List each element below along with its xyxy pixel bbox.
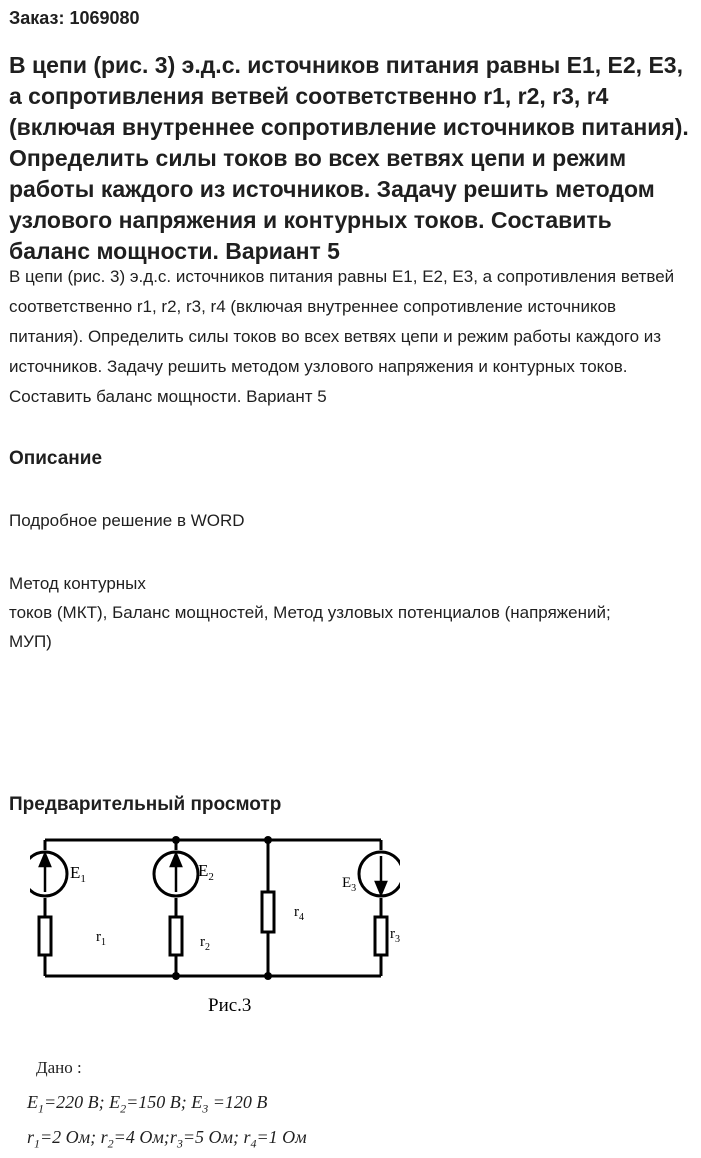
label-r1: $r_1$ <box>96 929 106 948</box>
label-r4: $r_4$ <box>294 904 304 923</box>
node-bottom-1 <box>172 972 180 980</box>
source-e1 <box>30 852 67 896</box>
description-methods <box>9 569 629 656</box>
preview-heading: Предварительный просмотр <box>9 794 282 815</box>
resistor-r2 <box>170 917 182 955</box>
description-heading: Описание <box>9 448 103 469</box>
description-line: Подробное решение в WORD <box>9 511 245 530</box>
figure-caption: Рис.3 <box>208 995 252 1016</box>
label-e1: $E_1$ <box>70 863 86 885</box>
description-line: Метод контурных <box>9 574 146 593</box>
node-top-1 <box>172 836 180 844</box>
given-emf: $E_1=220$ В; $E_2=150$ В; $E_3 =120$ В <box>27 1092 268 1116</box>
resistor-r3 <box>375 917 387 955</box>
given-resistances: $r_1=2$ Ом; $r_2=4$ $Ом;r_3=5$ Ом; $r_4=1$ Ом <box>27 1127 307 1151</box>
label-r3: $r_3$ <box>390 926 400 945</box>
description-line: токов (МКТ), Баланс мощностей, Метод узловых потенциалов (напряжений; МУП) <box>9 603 611 651</box>
node-bottom-2 <box>264 972 272 980</box>
order-number: Заказ: 1069080 <box>9 8 140 28</box>
resistor-r4 <box>262 892 274 932</box>
circuit-diagram <box>30 830 400 1020</box>
node-top-2 <box>264 836 272 844</box>
given-label: Дано : <box>36 1058 82 1077</box>
label-e2: $E_2$ <box>198 861 214 883</box>
page-title: В цепи (рис. 3) э.д.с. источников питания равны E1, E2, E3, а сопротивления ветвей соответственно r1, r2, r3, r4 (включая внутреннее сопротивление источников питания). Определить силы токов во всех ветвях цепи и режим работы каждого из источников. Задачу решить методом узлового напряжения и контурных токов. Составить баланс мощности. Вариант 5 <box>9 52 689 264</box>
label-r2: $r_2$ <box>200 934 210 953</box>
resistor-r1 <box>39 917 51 955</box>
task-text: В цепи (рис. 3) э.д.с. источников питания равны E1, E2, E3, а сопротивления ветвей соответственно r1, r2, r3, r4 (включая внутреннее сопротивление источников питания). Определить силы токов во всех ветвях цепи и режим работы каждого из источников. Задачу решить методом узлового напряжения и контурных токов. Составить баланс мощности. Вариант 5 <box>9 267 675 406</box>
label-e3: $E_3$ <box>342 875 357 894</box>
